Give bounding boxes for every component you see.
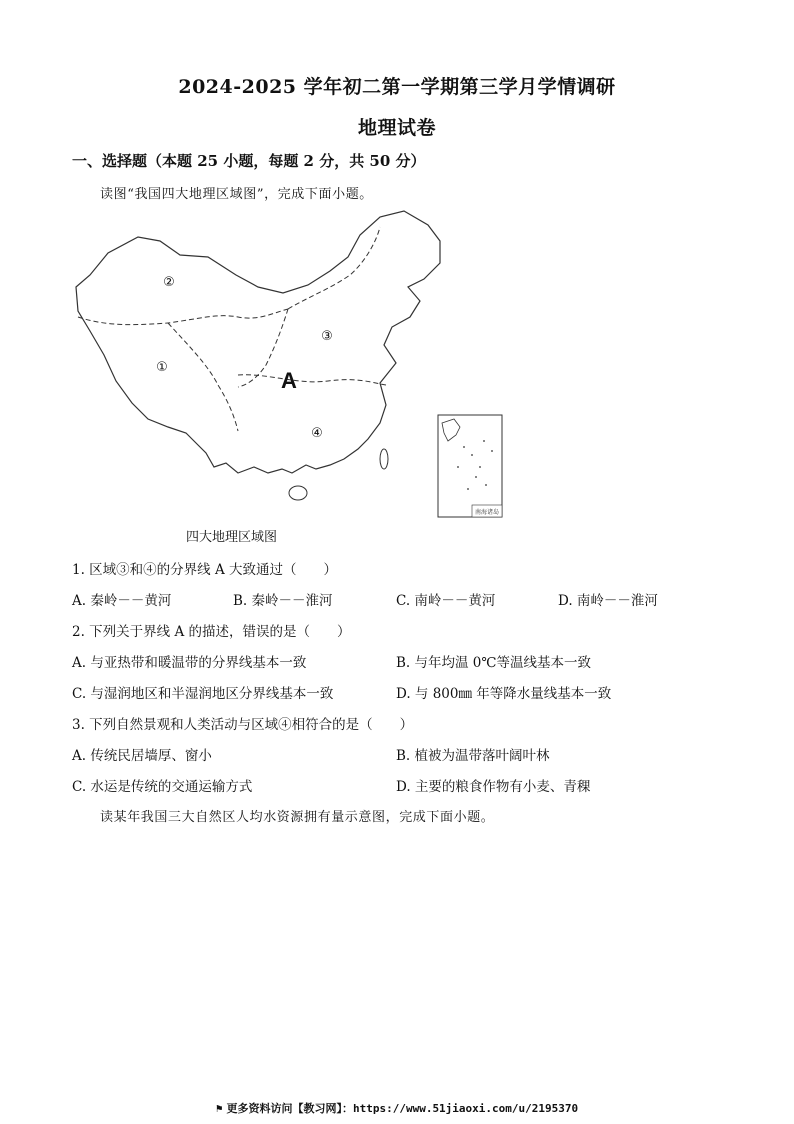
map-instruction: 读图“我国四大地理区域图”，完成下面小题。: [100, 187, 373, 202]
region-label-3: ③: [321, 329, 333, 344]
south-sea-inset: [438, 415, 502, 517]
question-3-stem: 3. 下列自然景观和人类活动与区域④相符合的是（ ）: [72, 717, 414, 733]
region-label-4: ④: [311, 426, 323, 441]
question-2-option-b: B. 与年均温 0℃等温线基本一致: [396, 655, 591, 671]
boundary-a-label: A: [281, 368, 297, 393]
question-3-option-b: B. 植被为温带落叶阔叶林: [396, 748, 550, 764]
boundary-qinghai-tibet: [168, 323, 238, 431]
footer-link[interactable]: 更多资料访问【教习网】：https://www.51jiaoxi.com/u/2195370: [226, 1102, 579, 1115]
question-2-option-a: A. 与亚热带和暖温带的分界线基本一致: [72, 655, 307, 671]
question-3-option-d: D. 主要的粮食作物有小麦、青稞: [396, 779, 591, 795]
flag-icon: ⚑: [215, 1102, 223, 1115]
question-1-option-d: D. 南岭－－淮河: [558, 593, 658, 609]
question-1-option-a: A. 秦岭－－黄河: [72, 593, 172, 609]
question-1-option-c: C. 南岭－－黄河: [396, 593, 496, 609]
region-label-1: ①: [156, 360, 168, 375]
hainan-island: [289, 486, 307, 500]
exam-title: 2024-2025 学年初二第一学期第三学月学情调研: [178, 76, 616, 98]
question-3-option-c: C. 水运是传统的交通运输方式: [72, 779, 253, 795]
region-label-2: ②: [163, 275, 175, 290]
china-regions-map: [68, 205, 508, 525]
question-1-stem: 1. 区域③和④的分界线 A 大致通过（ ）: [72, 562, 338, 578]
question-3-option-a: A. 传统民居墙厚、窗小: [72, 748, 212, 764]
section-heading: 一、选择题（本题 25 小题，每题 2 分，共 50 分）: [72, 152, 426, 170]
question-2-option-d: D. 与 800㎜ 年等降水量线基本一致: [396, 686, 612, 702]
china-outline: [76, 211, 440, 473]
inset-label: 南海诸岛: [474, 510, 500, 516]
footer: [0, 1100, 794, 1116]
boundary-northwest: [78, 309, 288, 325]
map-caption: 四大地理区域图: [186, 530, 278, 545]
water-resources-instruction: 读某年我国三大自然区人均水资源拥有量示意图，完成下面小题。: [100, 810, 495, 825]
question-2-option-c: C. 与湿润地区和半湿润地区分界线基本一致: [72, 686, 334, 702]
boundary-line-a: [238, 375, 386, 385]
exam-subtitle: 地理试卷: [357, 117, 436, 139]
taiwan-island: [380, 449, 388, 469]
question-1-option-b: B. 秦岭－－淮河: [233, 593, 333, 609]
question-2-stem: 2. 下列关于界线 A 的描述，错误的是（ ）: [72, 624, 351, 640]
